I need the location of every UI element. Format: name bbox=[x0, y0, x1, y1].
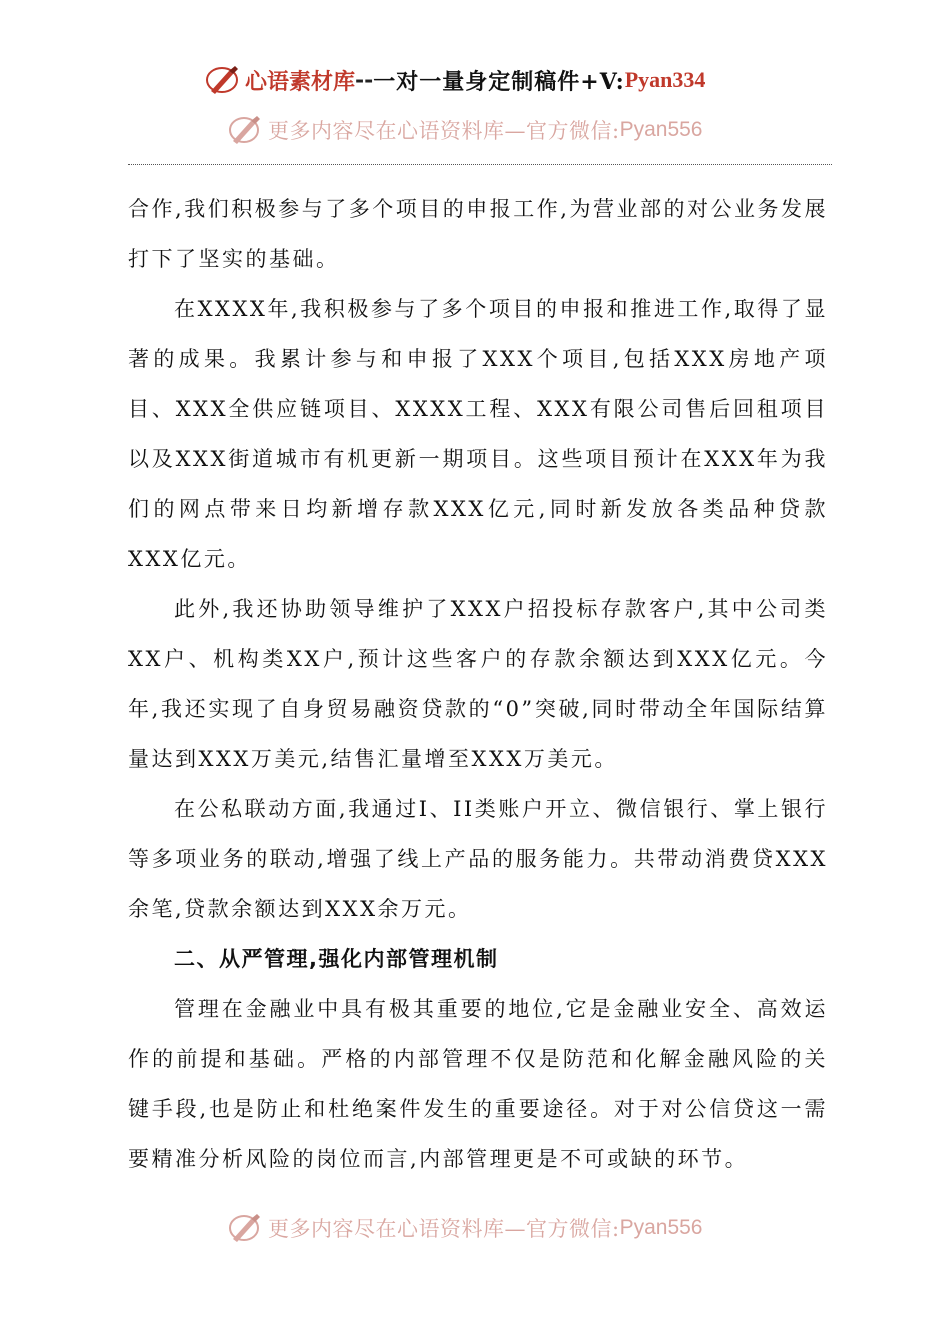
watermark-text: 更多内容尽在心语资料库—官方微信: bbox=[268, 119, 620, 143]
paragraph-linkage: 在公私联动方面,我通过I、II类账户开立、微信银行、掌上银行等多项业务的联动,增强了线上产品的服务能力。共带动消费贷XXX余笔,贷款余额达到XXX余万元。 bbox=[128, 797, 828, 921]
pen-logo-icon bbox=[205, 63, 243, 97]
paragraph-projects: 在XXXX年,我积极参与了多个项目的申报和推进工作,取得了显著的成果。我累计参与和申报了XXX个项目,包括XXX房地产项目、XXX全供应链项目、XXXX工程、XXX有限公司售后回租项目以及XXX街道城市有机更新一期项目。这些项目预计在XXX年为我们的网点带来日均新增存款XXX亿元,同时新发放各类品种贷款XXX亿元。 bbox=[128, 297, 828, 571]
watermark-contact-id: Pyan556 bbox=[619, 118, 703, 141]
footer-watermark bbox=[228, 1210, 702, 1246]
header-banner bbox=[205, 62, 705, 98]
section-heading: 二、从严管理,强化内部管理机制 bbox=[174, 947, 499, 971]
pen-logo-icon bbox=[228, 113, 264, 147]
paragraph-continuation: 合作,我们积极参与了多个项目的申报工作,为营业部的对公业务发展打下了坚实的基础。 bbox=[128, 197, 828, 271]
pen-logo-icon bbox=[228, 1211, 264, 1245]
brand-tagline: 一对一量身定制稿件+V: bbox=[373, 68, 625, 95]
footer-watermark-text: 更多内容尽在心语资料库—官方微信: bbox=[268, 1217, 620, 1241]
header-divider bbox=[128, 164, 832, 165]
paragraph-clients: 此外,我还协助领导维护了XXX户招投标存款客户,其中公司类XX户、机构类XX户,预计这些客户的存款余额达到XXX亿元。今年,我还实现了自身贸易融资贷款的“0”突破,同时带动全年国际结算量达到XXX万美元,结售汇量增至XXX万美元。 bbox=[128, 597, 828, 771]
brand-name: 心语素材库 bbox=[245, 68, 356, 95]
header-watermark bbox=[228, 112, 702, 148]
brand-contact-id: Pyan334 bbox=[624, 67, 706, 92]
document-body bbox=[128, 184, 828, 1184]
paragraph-management: 管理在金融业中具有极其重要的地位,它是金融业安全、高效运作的前提和基础。严格的内部管理不仅是防范和化解金融风险的关键手段,也是防止和杜绝案件发生的重要途径。对于对公信贷这一需要精准分析风险的岗位而言,内部管理更是不可或缺的环节。 bbox=[128, 997, 828, 1171]
footer-watermark-contact-id: Pyan556 bbox=[619, 1216, 703, 1239]
brand-separator: -- bbox=[355, 67, 374, 93]
